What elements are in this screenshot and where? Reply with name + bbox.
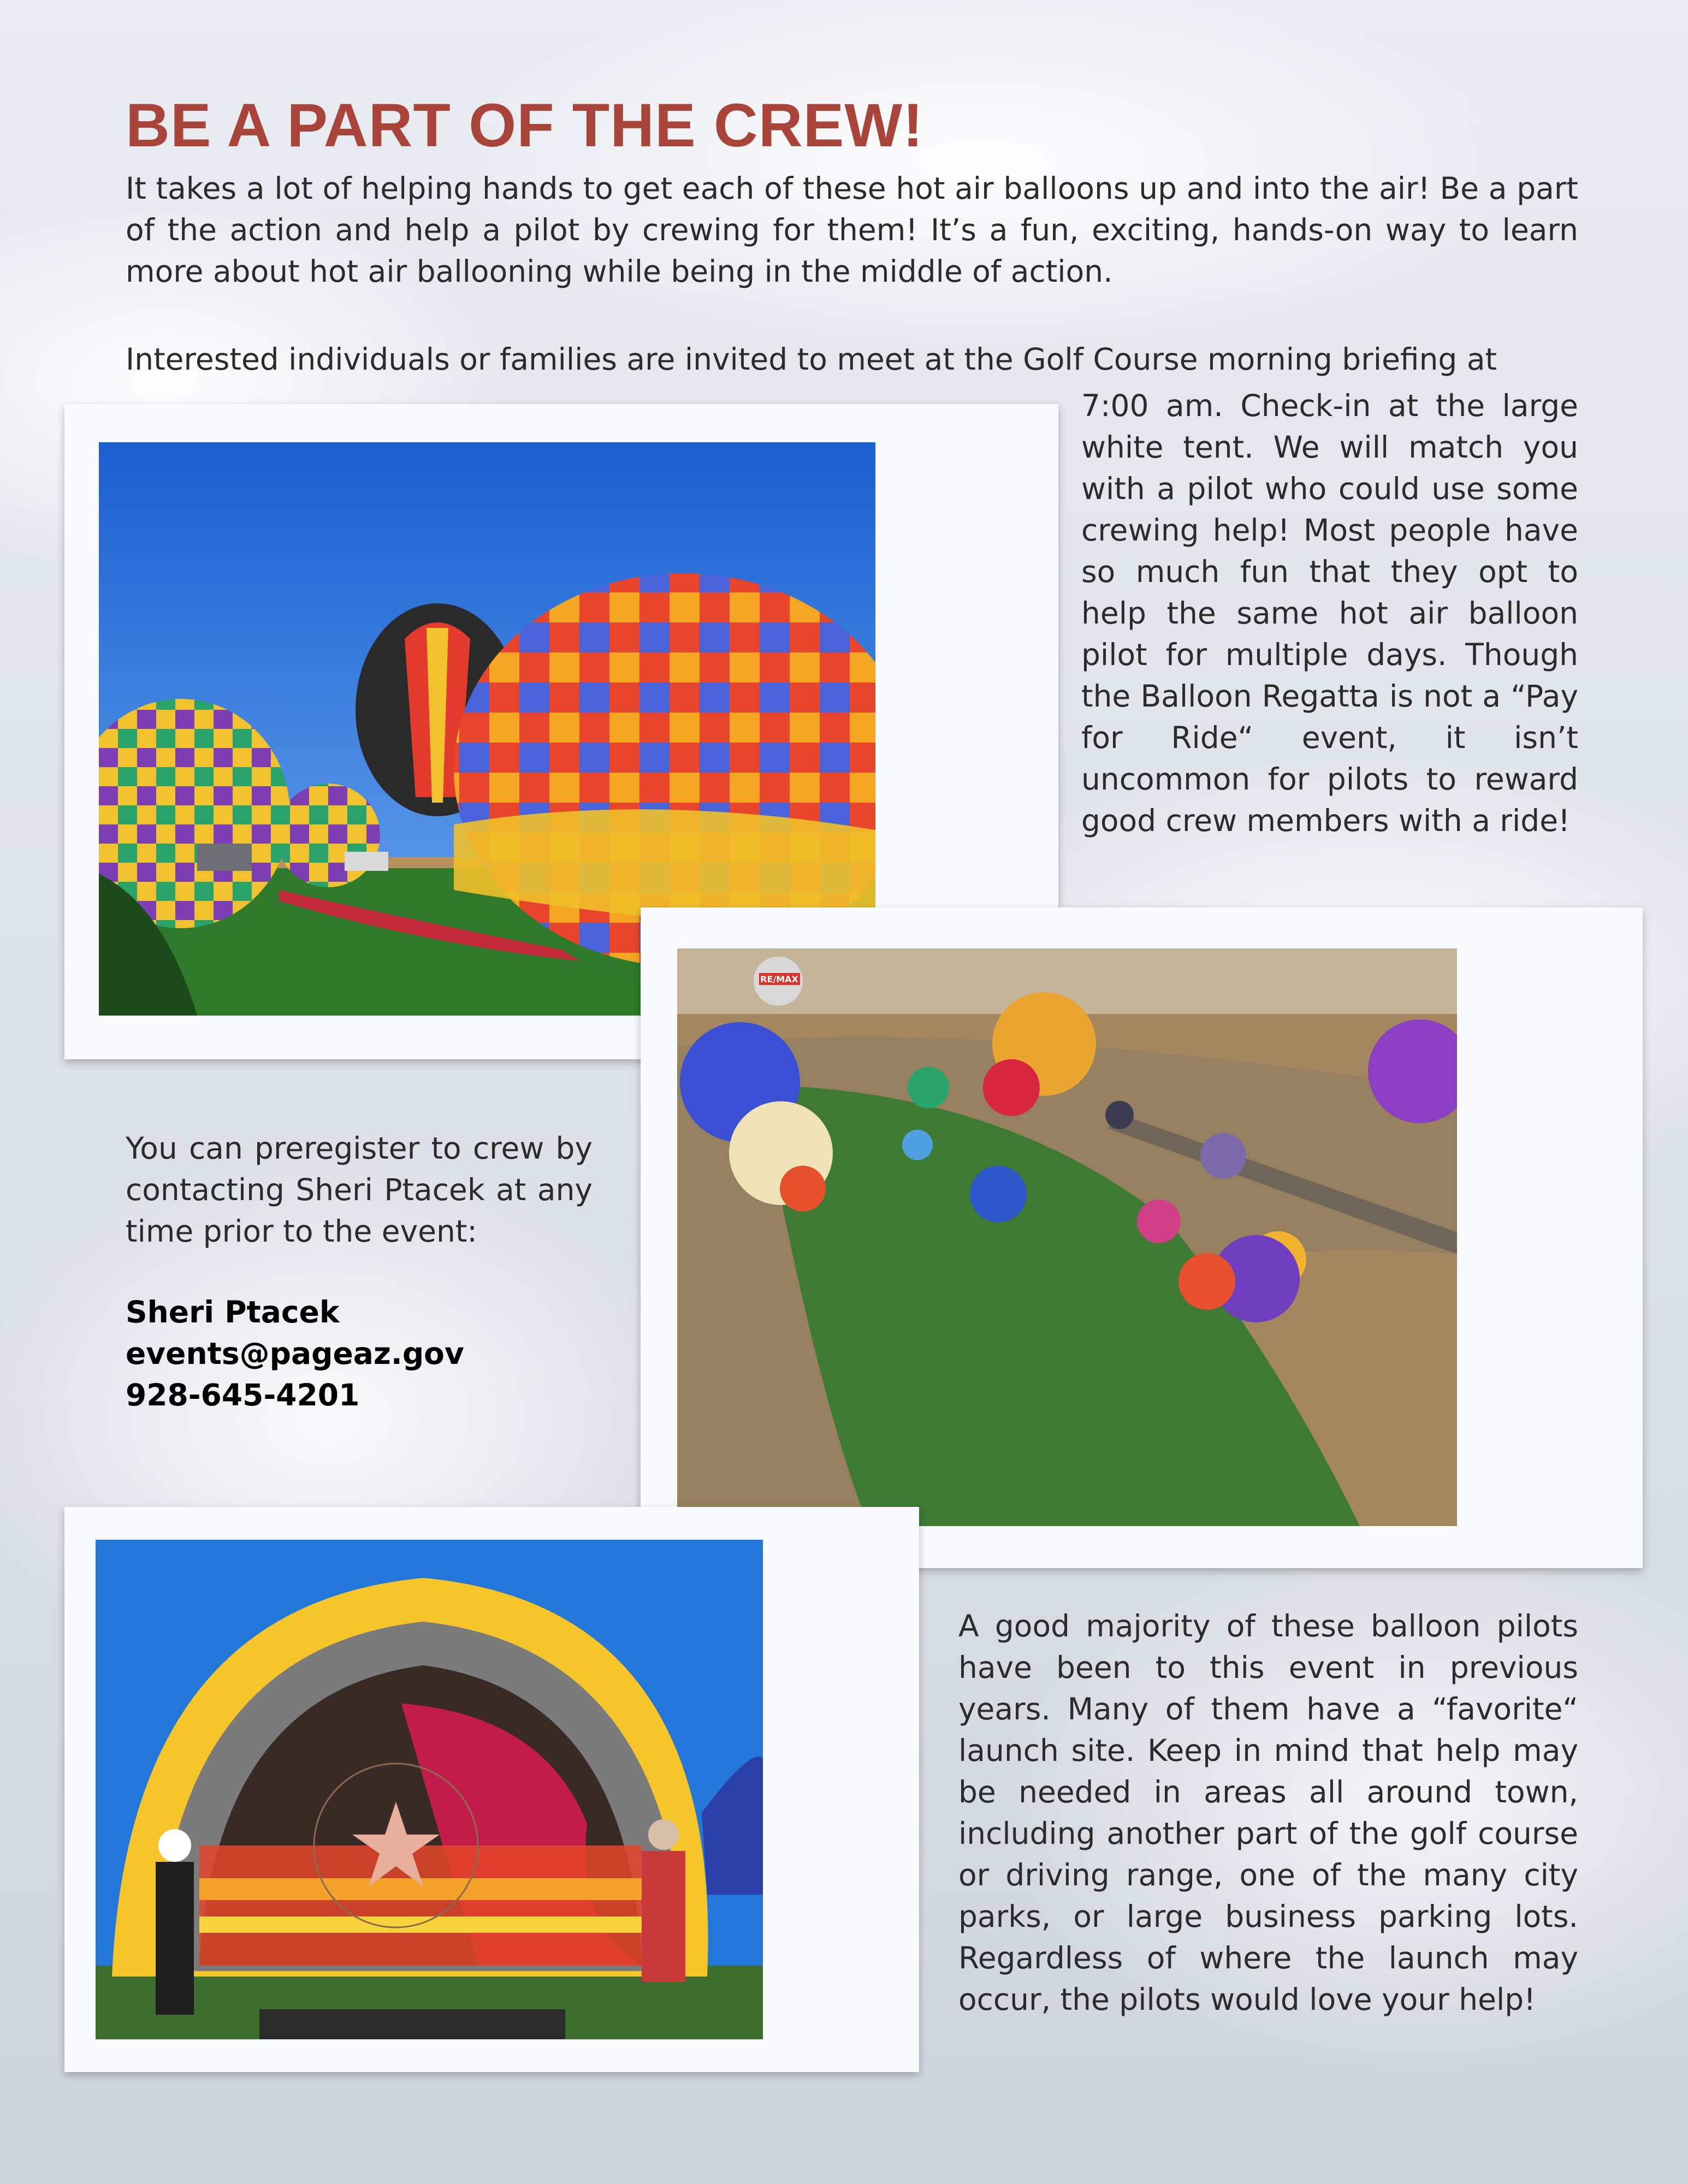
photo-aerial-launch-field — [677, 948, 1457, 1526]
aerial-scene — [677, 948, 1457, 1526]
envelope-scene — [96, 1540, 763, 2039]
intro-paragraph: It takes a lot of helping hands to get each of these hot air balloons up and into the air! Be a part of the action and help a pilot by crewing for them! It’s a fun, exciting, hands-on way to learn more about hot air ballooning while being in the middle of action. — [126, 171, 1578, 289]
photo-frame-aerial — [641, 907, 1643, 1568]
closing-paragraph: A good majority of these balloon pilots have been to this event in previous years. Many of them have a “favorite“ launch site. Keep in mind that help may be needed in areas all around town, including another part of the golf course or driving range, one of the many city parks, or large business parking lots. Regardless of where the launch may occur, the pilots would love your help! — [958, 1609, 1578, 2017]
invite-paragraph-continued: 7:00 am. Check-in at the large white tent. We will match you with a pilot who could use some crewing help! Most people have so much fun that they opt to help the same hot air balloon pilot for multiple days. Though the Balloon Regatta is not a “Pay for Ride“ event, it isn’t uncommon for pilots to reward good crew members with a ride! — [1081, 388, 1578, 838]
preregister-paragraph: You can preregister to crew by contacting Sheri Ptacek at any time prior to the event: — [126, 1131, 593, 1249]
aerial-banner-text: RE/MAX — [760, 974, 798, 984]
contact-email[interactable]: events@pageaz.gov — [126, 1336, 464, 1371]
contact-block — [126, 1291, 464, 1416]
photo-frame-envelope — [64, 1507, 919, 2072]
photo-balloon-envelope — [96, 1540, 763, 2039]
invite-paragraph-start: Interested individuals or families are invited to meet at the Golf Course morning briefing at — [126, 342, 1497, 377]
contact-name: Sheri Ptacek — [126, 1295, 340, 1330]
contact-phone[interactable]: 928-645-4201 — [126, 1378, 360, 1413]
page-title: BE A PART OF THE CREW! — [126, 91, 924, 159]
